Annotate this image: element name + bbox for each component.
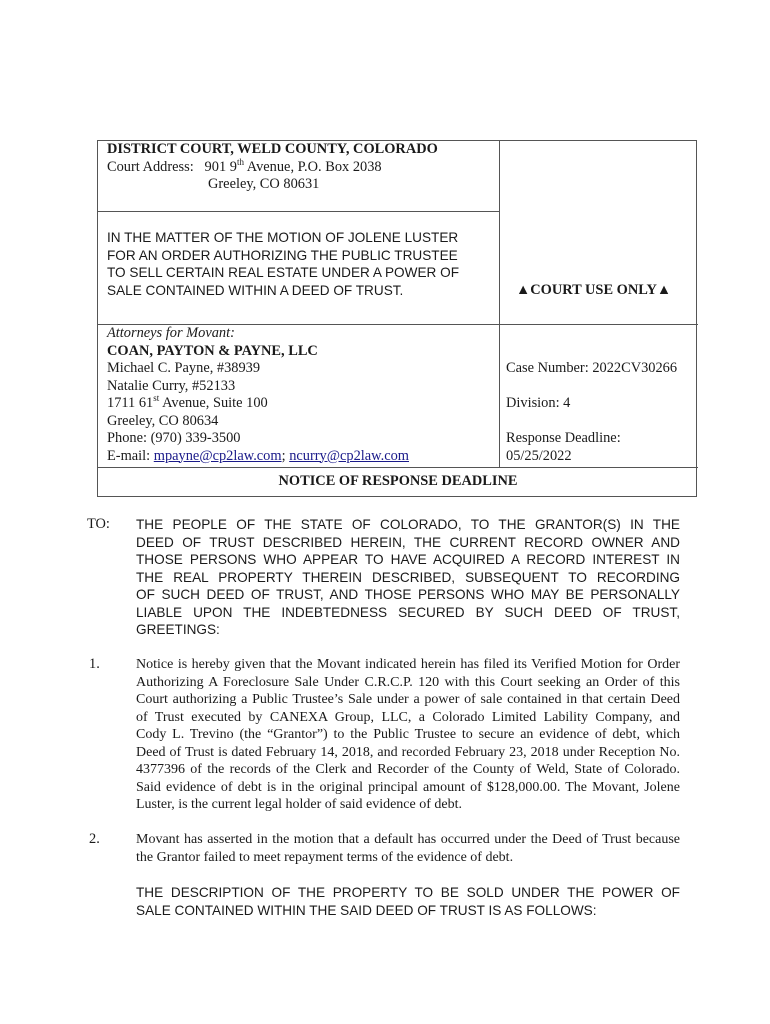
caption-divider-1 [98,211,499,212]
paragraph-2 [136,831,680,866]
attorney-info [107,325,497,465]
court-use-only: ▲COURT USE ONLY▲ [516,282,672,298]
paragraph-1-line: Cody L. Trevino (the “Grantor”) to the Public Trustee to secure an evidence of debt, which [136,727,680,742]
firm-name: COAN, PAYTON & PAYNE, LLC [107,342,318,359]
to-line: THE REAL PROPERTY THEREIN DESCRIBED, SUBSEQUENT TO RECORDING [136,569,680,585]
matter-line: FOR AN ORDER AUTHORIZING THE PUBLIC TRUSTEE [107,247,458,263]
attorney-2: Natalie Curry, #52133 [107,377,236,394]
firm-street: 1711 61st Avenue, Suite 100 [107,393,268,411]
case-info [506,360,696,465]
email-link-payne[interactable]: mpayne@cp2law.com [153,447,282,464]
response-deadline-date: 05/25/2022 [506,447,572,464]
to-line: THOSE PERSONS WHO APPEAR TO HAVE ACQUIRED A RECORD INTEREST IN [136,552,680,567]
firm-city: Greeley, CO 80634 [107,412,219,429]
to-line: LIABLE UPON THE INDEBTEDNESS SECURED BY SUCH DEED OF TRUST, [136,604,680,620]
paragraph-1-line: of Trust executed by CANEXA Group, LLC, a Colorado Limited Lability Company, and [136,709,680,725]
to-line: GREETINGS: [136,622,220,637]
attorney-1: Michael C. Payne, #38939 [107,360,261,376]
firm-email: E-mail: mpayne@cp2law.com; ncurry@cp2law.com [107,447,409,464]
caption-divider-vertical [499,141,500,467]
case-caption-box [97,140,697,497]
property-heading-line: SALE CONTAINED WITHIN THE SAID DEED OF TRUST IS AS FOLLOWS: [136,902,597,918]
court-info [107,141,497,194]
paragraph-1-line: Court authorizing a Public Trustee’s Sale under a power of sale contained in that certain Deed [136,692,680,707]
to-addressees [136,516,680,639]
division: Division: 4 [506,395,571,411]
paragraph-1-line: Authorizing A Foreclosure Sale Under C.R.C.P. 120 with this Court seeking an Order of this [136,674,680,690]
paragraph-1-line: Notice is hereby given that the Movant indicated herein has filed its Verified Motion for Order [136,657,680,672]
to-label: TO: [87,516,110,532]
paragraph-2-number: 2. [89,831,100,847]
notice-title: NOTICE OF RESPONSE DEADLINE [278,473,518,489]
case-number: Case Number: 2022CV30266 [506,360,678,376]
property-heading-line: THE DESCRIPTION OF THE PROPERTY TO BE SOLD UNDER THE POWER OF [136,885,680,900]
attorneys-for-label: Attorneys for Movant: [107,325,235,341]
paragraph-1-line: Said evidence of debt is in the original principal amount of $128,000.00. The Movant, Jolene [136,779,680,795]
court-address-line2: Greeley, CO 80631 [208,176,320,192]
email-link-curry[interactable]: ncurry@cp2law.com [289,447,409,464]
matter-line: TO SELL CERTAIN REAL ESTATE UNDER A POWER OF [107,265,460,280]
property-description-heading [136,884,680,919]
court-address-line1: Court Address: 901 9th Avenue, P.O. Box 2038 [107,156,382,175]
matter-line: IN THE MATTER OF THE MOTION OF JOLENE LUSTER [107,230,459,245]
matter-title [107,229,497,299]
paragraph-1-line: 4377396 of the records of the Clerk and Recorder of the County of Weld, State of Colorado. [136,762,680,777]
to-line: DEED OF TRUST DESCRIBED HEREIN, THE CURRENT RECORD OWNER AND [136,534,680,550]
to-line: OF SUCH DEED OF TRUST, AND THOSE PERSONS WHO MAY BE PERSONALLY [136,587,680,602]
firm-phone: Phone: (970) 339-3500 [107,430,241,446]
caption-divider-3 [98,467,698,468]
matter-line: SALE CONTAINED WITHIN A DEED OF TRUST. [107,282,404,298]
paragraph-1-line: Deed of Trust is dated February 14, 2018, and recorded February 23, 2018 under Reception No. [136,744,680,760]
to-line: THE PEOPLE OF THE STATE OF COLORADO, TO THE GRANTOR(S) IN THE [136,517,680,532]
paragraph-2-line: Movant has asserted in the motion that a default has occurred under the Deed of Trust because [136,832,680,847]
court-name: DISTRICT COURT, WELD COUNTY, COLORADO [107,141,438,157]
paragraph-1-number: 1. [89,656,100,672]
response-deadline-label: Response Deadline: [506,430,621,446]
paragraph-1-line: Luster, is the current legal holder of said evidence of debt. [136,797,462,812]
paragraph-2-line: the Grantor failed to meet repayment terms of the evidence of debt. [136,849,514,865]
paragraph-1 [136,656,680,814]
